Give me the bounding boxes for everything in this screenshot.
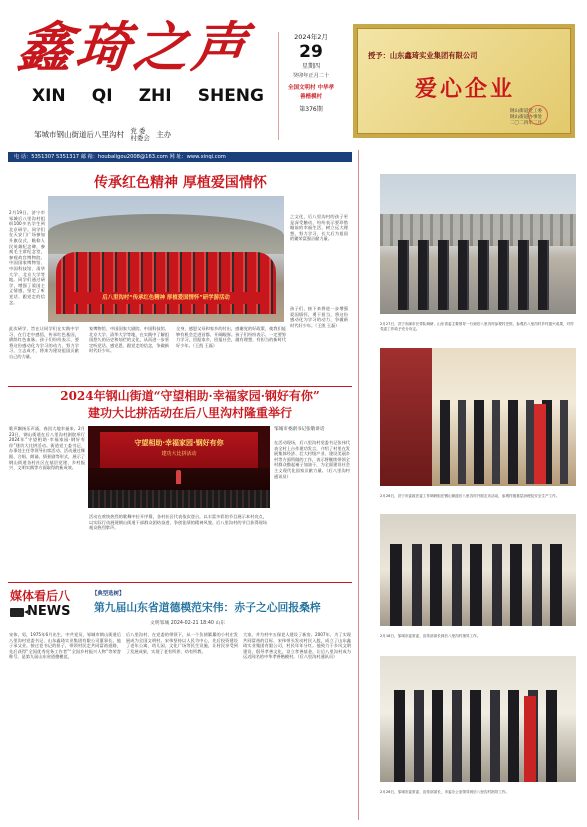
section3-col1: 宋伟，男，1975年6月出生，中共党员，邹城市钢山街道后八里沟村党委书记、山东鑫琦实业集团有限公司董事长。他子承父业，接过老书记的担子，带领村民走共同富裕道路，先后获得“全国优秀党务工作者”“全国乡村振兴人物”等荣誉称号，是第九届山东省道德模范。 bbox=[9, 632, 121, 660]
section3-col3: 大家，并为村中五保老人建设了新房。2007年，为了实现共同富裕的目标，宋伟带头发动村民入股，成立了山东鑫琦实业集团有限公司，村民年年分红。他致力于乡风文明建设，倡导孝善文化，设立孝善基金，让后八里沟村成为远近闻名的中华孝善楷模村。（后八里沟村通讯员） bbox=[243, 632, 351, 660]
photo-crowd bbox=[56, 252, 276, 314]
media-badge-cn: 媒体看后八 bbox=[10, 589, 71, 603]
section1-col5-top: 之文化，后八里沟村的孩子更是深受触动，纷纷表示要珍惜眼前的幸福生活，树立远大理想，努力学习，长大后为祖国的繁荣富强贡献力量。 bbox=[290, 214, 348, 242]
lunar-date: 癸卯年正月二十 bbox=[292, 73, 330, 79]
right-caption-2: 2月26日，济宁市委政法委工作调研组在钢山街道后八里沟村开展走访活动，参观村级基层治理及安全生产工作。 bbox=[380, 494, 560, 498]
right-caption-1: 2月27日，济宁市副市长带队调研，山东省委主要领导一行到后八里沟村参观村史馆，参观后八里沟村乡村振兴成果，对村党委工作给予充分肯定。 bbox=[380, 322, 574, 331]
section1-col1: 2月19日，济宁市邹城后八里沟村组织100多名学生到北京研学。同学们在天安门广场参加升旗仪式，瞻仰人民英雄纪念碑，参观毛主席纪念堂，参观故宫博物院、中国国家博物馆、中国科技馆、清华大学、北京大学等地。同学们通过研学，增强了爱国主义情感，坚定了听党话、跟党走的信念。 bbox=[9, 210, 45, 305]
award-ad bbox=[353, 24, 575, 138]
weekday: 星期四 bbox=[301, 63, 320, 70]
award-seal-icon bbox=[528, 105, 548, 125]
section1-headline: 传承红色精神 厚植爱国情怀 bbox=[94, 175, 267, 191]
issue-number: 第376期 bbox=[299, 106, 323, 113]
right-photo-2-people bbox=[440, 400, 570, 484]
pinyin-3: ZHI bbox=[138, 86, 172, 106]
right-photo-3 bbox=[380, 514, 576, 626]
sponsor-org-1: 党 委 bbox=[130, 127, 146, 135]
date-day: 29 bbox=[299, 42, 323, 62]
section3-col2: 后八里沟村，在党委的带领下，从一个负债累累的小村庄发展成为全国文明村。宋伟坚持以人民为中心，先后投资建设了老年公寓、幼儿园、文化广场等民生设施，让村民享受到了发展成果，实现了老有所养、幼有所教。 bbox=[126, 632, 238, 654]
pinyin-2: QI bbox=[91, 86, 113, 106]
stage-screen bbox=[100, 432, 258, 468]
award-issuer-date: 二〇二四年二月 bbox=[509, 121, 543, 127]
masthead bbox=[0, 0, 587, 146]
section3-source: 文明邹城 2024-02-21 18:40 山东 bbox=[150, 621, 226, 626]
section2-headline-1: 2024年钢山街道“守望相助·幸福家园·钢好有你” bbox=[60, 389, 320, 403]
photo-backdrop-hills bbox=[48, 214, 284, 254]
right-photo-1 bbox=[380, 174, 576, 314]
camera-icon bbox=[10, 608, 24, 617]
sponsor-line bbox=[34, 128, 274, 142]
section2-speech-caption: 邹城市委副书记张敬讲话 bbox=[274, 427, 325, 432]
media-badge-en-row bbox=[10, 604, 86, 620]
date-month: 2024年2月 bbox=[294, 33, 328, 41]
right-caption-4: 2月26日，邹城市委常委、宣传部部长，市委办公室领导到后八里沟村指导工作。 bbox=[380, 790, 510, 794]
pinyin-row bbox=[32, 86, 264, 106]
award-issuer-2: 钢山街道办事处 bbox=[509, 115, 543, 121]
right-photo-1-people bbox=[398, 240, 558, 310]
right-photo-3-people bbox=[390, 544, 566, 626]
sponsor-suffix: 主办 bbox=[156, 130, 172, 139]
contact-bar bbox=[8, 152, 352, 162]
section2-col1: 歌声飘扬乐声涌，春回大地幸福来。2月23日，钢山街道在后八里沟村剧院举行2024年“守望相助·幸福家园·钢好有你”建功大比拼活动。街道党工委书记、办事处主任等领导出席活动。活动通过舞蹈、合唱、朗诵、情景剧等形式，展示了钢山街道各村社区在基层党建、乡村振兴、文明实践等方面取得的新成效。 bbox=[9, 426, 85, 471]
group-photo bbox=[48, 196, 284, 322]
section1-col4: 全身，感恩父母和家乡的付出，感谢党的好政策，使我们能够有机会走进首都，开阔眼界。孩子们纷纷表示，一定要努力学习，回报家乡，回报社会，做有理想、有担当的新时代好少年。（王凯 王磊） bbox=[176, 326, 286, 348]
media-badge-en: NEWS bbox=[27, 604, 71, 619]
award-certificate bbox=[357, 28, 571, 134]
stage-performer bbox=[176, 470, 181, 484]
pinyin-4: SHENG bbox=[197, 86, 264, 106]
date-box bbox=[278, 32, 343, 140]
right-photo-2-wall bbox=[380, 348, 432, 486]
sponsor-orgs bbox=[130, 128, 150, 142]
award-issuer-1: 钢山街道党工委 bbox=[509, 109, 543, 114]
pinyin-1: XIN bbox=[32, 86, 66, 106]
media-badge bbox=[10, 588, 86, 622]
section1-col5-bottom: 孩子们，接下来将进一步增强爱国情怀，勇于担当，将这份感动化为学习的动力，争做新时代好少年。（王凯 王磊） bbox=[290, 306, 348, 328]
stage-screen-sub: 建功大比拼活动 bbox=[161, 451, 197, 457]
section2-col2: 活动在欢快热烈的歌舞中拉开序幕，各村社区代表依次登台，以丰富多彩的节目展示本村亮点，以实际行动展现钢山街道干部群众团结奋进、争创佳绩的精神风貌。后八里沟村的节目获得现场观众热烈掌声。 bbox=[89, 514, 267, 531]
right-photo-2-red-coat bbox=[534, 404, 546, 484]
right-photo-4-people bbox=[394, 690, 564, 782]
right-photo-4 bbox=[380, 656, 576, 782]
section3-tag: 【典型选树】 bbox=[92, 591, 125, 597]
award-title: 爱心企业 bbox=[414, 76, 515, 102]
right-photo-4-red-coat bbox=[524, 696, 536, 782]
stage-screen-title: 守望相助·幸福家园·钢好有你 bbox=[134, 439, 224, 447]
section1-col2: 此次研学，旨在让同学们在实践中学习、在行走中感悟，传承红色基因，赓续红色血脉。孩子们纷纷表示，要将这份感动化为学习的动力，努力学习，立志成才，将来为建设祖国贡献自己的力量。 bbox=[9, 326, 79, 359]
award-grantee: 授予：山东鑫琦实业集团有限公司 bbox=[368, 51, 478, 60]
right-photo-2 bbox=[380, 348, 576, 486]
honor-text: 全国文明村 中华孝善楷模村 bbox=[288, 85, 334, 100]
audience-rows bbox=[88, 490, 270, 508]
calligraphy-title: 鑫琦之声 bbox=[14, 15, 254, 79]
contact-text: 电 话：5351307 5351317 邮 箱：houbaligou2008@163.com 网 址：www.xinqi.com bbox=[14, 154, 226, 160]
sponsor-prefix: 邹城市钢山街道后八里沟村 bbox=[34, 130, 124, 139]
photo-banner-text: 后八里沟村“传承红色精神 厚植爱国情怀”研学游活动 bbox=[102, 295, 230, 301]
column-divider bbox=[358, 150, 359, 820]
section1-divider bbox=[8, 386, 352, 387]
camera-lens-icon bbox=[24, 610, 28, 614]
photo-banner bbox=[68, 292, 264, 304]
sponsor-org-2: 村委会 bbox=[130, 134, 150, 142]
section2-col4: 在活动现场，后八里沟村党委书记张伟代表全村上台作建功发言，介绍了村里在发展集体经济、壮大村级产业、建设美丽乡村等方面所做的工作，表示将继续带领全村群众撸起袖子加油干，为全面建设社会主义现代化国家贡献力量。（后八里沟村通讯员） bbox=[274, 440, 350, 479]
section2-divider bbox=[8, 582, 352, 583]
section1-col3: 家博物馆、中国国家大剧院、中国科技馆、北京大学、清华大学等地，在实践中了解祖国悠久的历史和灿烂的文化，从而进一步坚定听党话、感党恩、跟党走的信念，争做新时代好少年。 bbox=[89, 326, 169, 354]
section2-headline-2: 建功大比拼活动在后八里沟村隆重举行 bbox=[87, 406, 292, 420]
right-caption-3: 2月18日，邹城市委常委、宣传部部长到后八里沟村指导工作。 bbox=[380, 634, 481, 638]
section3-headline: 第九届山东省道德模范宋伟：赤子之心回报桑梓 bbox=[94, 601, 321, 614]
stage-photo bbox=[88, 426, 270, 508]
